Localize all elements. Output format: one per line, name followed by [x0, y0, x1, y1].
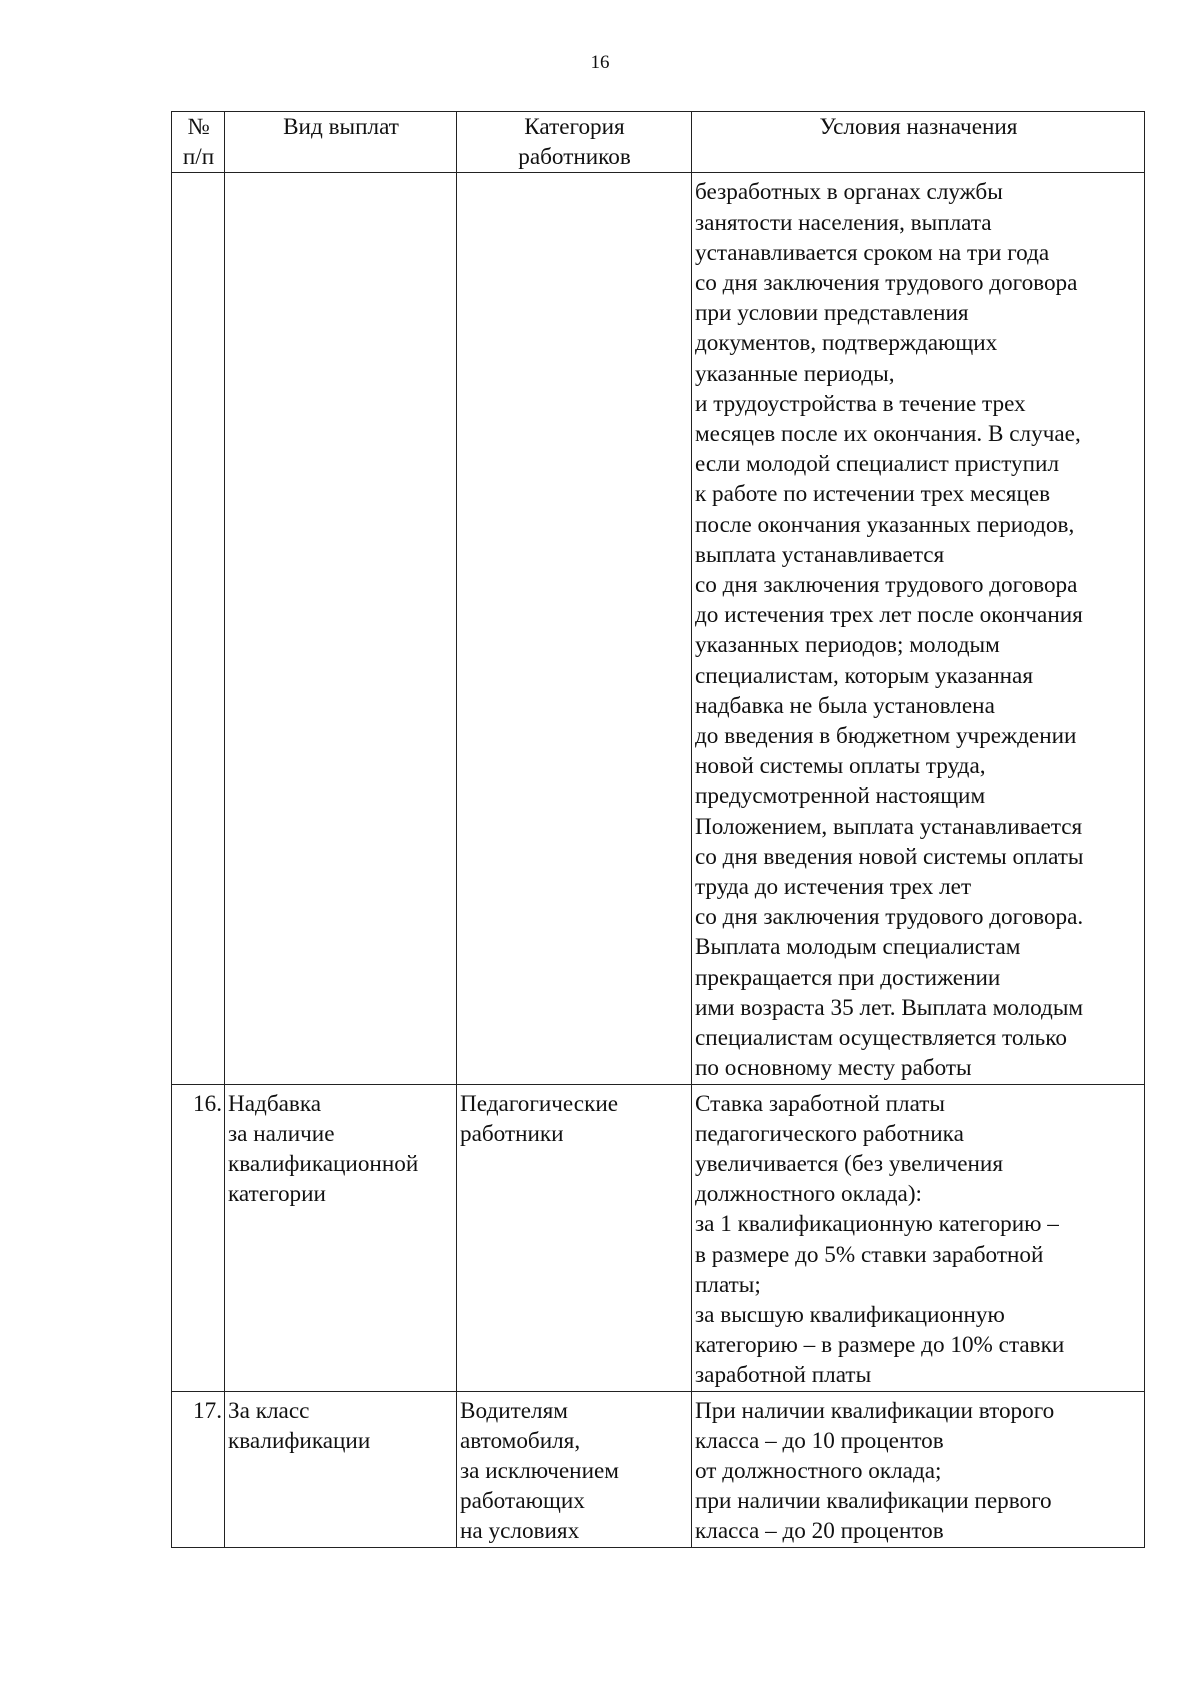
- text-line: специалистам осуществляется только: [695, 1025, 1067, 1052]
- cell-category: [457, 173, 692, 1084]
- table-row-16: [172, 1084, 1145, 1391]
- table-row-continuation: [172, 173, 1145, 1084]
- header-num-line: №: [187, 114, 210, 140]
- cell-type: [225, 1391, 457, 1547]
- cell-type: [225, 173, 457, 1084]
- text-line: за 1 квалификационную категорию –: [695, 1211, 1059, 1238]
- text-line: со дня заключения трудового договора: [695, 572, 1078, 599]
- table-header-row: [172, 112, 1145, 173]
- text-line: Положением, выплата устанавливается: [695, 813, 1083, 840]
- text-line: Педагогические: [460, 1090, 619, 1117]
- text-line: и трудоустройства в течение трех: [695, 390, 1026, 417]
- header-category-line: Категория: [524, 114, 625, 140]
- text-line: со дня заключения трудового договора: [695, 270, 1078, 297]
- text-line: по основному месту работы: [695, 1055, 972, 1082]
- table-row-17: [172, 1391, 1145, 1547]
- text-line: указанных периодов; молодым: [695, 632, 1000, 659]
- text-line: квалификации: [228, 1427, 371, 1454]
- text-line: автомобиля,: [460, 1427, 581, 1454]
- header-num-line: п/п: [182, 144, 215, 171]
- cell-num: [172, 173, 225, 1084]
- text-line: выплата устанавливается: [695, 541, 945, 568]
- header-category-line: работников: [518, 144, 631, 171]
- text-line: квалификационной: [228, 1150, 419, 1177]
- text-line: категории: [228, 1181, 326, 1208]
- header-conditions-line: Условия назначения: [819, 114, 1018, 140]
- text-line: к работе по истечении трех месяцев: [695, 481, 1051, 508]
- text-line: увеличивается (без увеличения: [695, 1150, 1004, 1177]
- text-line: месяцев после их окончания. В случае,: [695, 421, 1081, 448]
- text-line: от должностного оклада;: [695, 1457, 942, 1484]
- text-line: класса – до 20 процентов: [695, 1518, 944, 1545]
- text-line: должностного оклада):: [695, 1181, 922, 1208]
- text-line: педагогического работника: [695, 1120, 964, 1147]
- text-line: заработной платы: [695, 1362, 872, 1389]
- text-line: со дня заключения трудового договора.: [695, 904, 1084, 931]
- text-line: за наличие: [228, 1120, 335, 1147]
- text-line: Выплата молодым специалистам: [695, 934, 1021, 961]
- cell-conditions: [692, 1391, 1145, 1547]
- text-line: Ставка заработной платы: [695, 1090, 945, 1117]
- text-line: категорию – в размере до 10% ставки: [695, 1332, 1065, 1359]
- cell-category: [457, 1391, 692, 1547]
- text-line: новой системы оплаты труда,: [695, 753, 986, 780]
- text-line: если молодой специалист приступил: [695, 451, 1060, 478]
- text-line: указанные периоды,: [695, 360, 895, 387]
- header-type-line: Вид выплат: [283, 114, 399, 140]
- text-line: на условиях: [460, 1518, 580, 1545]
- text-line: при условии представления: [695, 300, 969, 327]
- text-line: За класс: [228, 1397, 310, 1424]
- header-type: [225, 112, 457, 173]
- text-line: прекращается при достижении: [695, 964, 1001, 991]
- text-line: при наличии квалификации первого: [695, 1488, 1052, 1515]
- text-line: до введения в бюджетном учреждении: [695, 723, 1077, 750]
- text-line: класса – до 10 процентов: [695, 1427, 944, 1454]
- text-line: платы;: [695, 1271, 761, 1298]
- header-category: [457, 112, 692, 173]
- text-line: за исключением: [460, 1457, 619, 1484]
- text-line: работники: [460, 1120, 564, 1147]
- cell-category: [457, 1084, 692, 1391]
- text-line: Надбавка: [228, 1090, 322, 1117]
- page-number: 16: [590, 52, 610, 73]
- text-line: за высшую квалификационную: [695, 1301, 1005, 1328]
- text-line: после окончания указанных периодов,: [695, 511, 1075, 538]
- cell-num: 17.: [172, 1391, 225, 1547]
- text-line: Водителям: [460, 1397, 568, 1424]
- header-conditions: [692, 112, 1145, 173]
- cell-conditions: [692, 173, 1145, 1084]
- text-line: труда до истечения трех лет: [695, 874, 972, 901]
- text-line: предусмотренной настоящим: [695, 783, 986, 810]
- text-line: документов, подтверждающих: [695, 330, 998, 357]
- text-line: устанавливается сроком на три года: [695, 239, 1050, 266]
- cell-num: 16.: [172, 1084, 225, 1391]
- text-line: в размере до 5% ставки заработной: [695, 1241, 1044, 1268]
- text-line: до истечения трех лет после окончания: [695, 602, 1083, 629]
- text-line: занятости населения, выплата: [695, 209, 992, 236]
- text-line: надбавка не была установлена: [695, 692, 995, 719]
- text-line: При наличии квалификации второго: [695, 1397, 1055, 1424]
- payments-table: [171, 111, 1145, 1548]
- cell-type: [225, 1084, 457, 1391]
- text-line: ими возраста 35 лет. Выплата молодым: [695, 994, 1084, 1021]
- text-line: специалистам, которым указанная: [695, 662, 1034, 689]
- text-line: работающих: [460, 1488, 585, 1515]
- text-line: безработных в органах службы: [695, 179, 1003, 206]
- header-num: [172, 112, 225, 173]
- text-line: со дня введения новой системы оплаты: [695, 843, 1084, 870]
- cell-conditions: [692, 1084, 1145, 1391]
